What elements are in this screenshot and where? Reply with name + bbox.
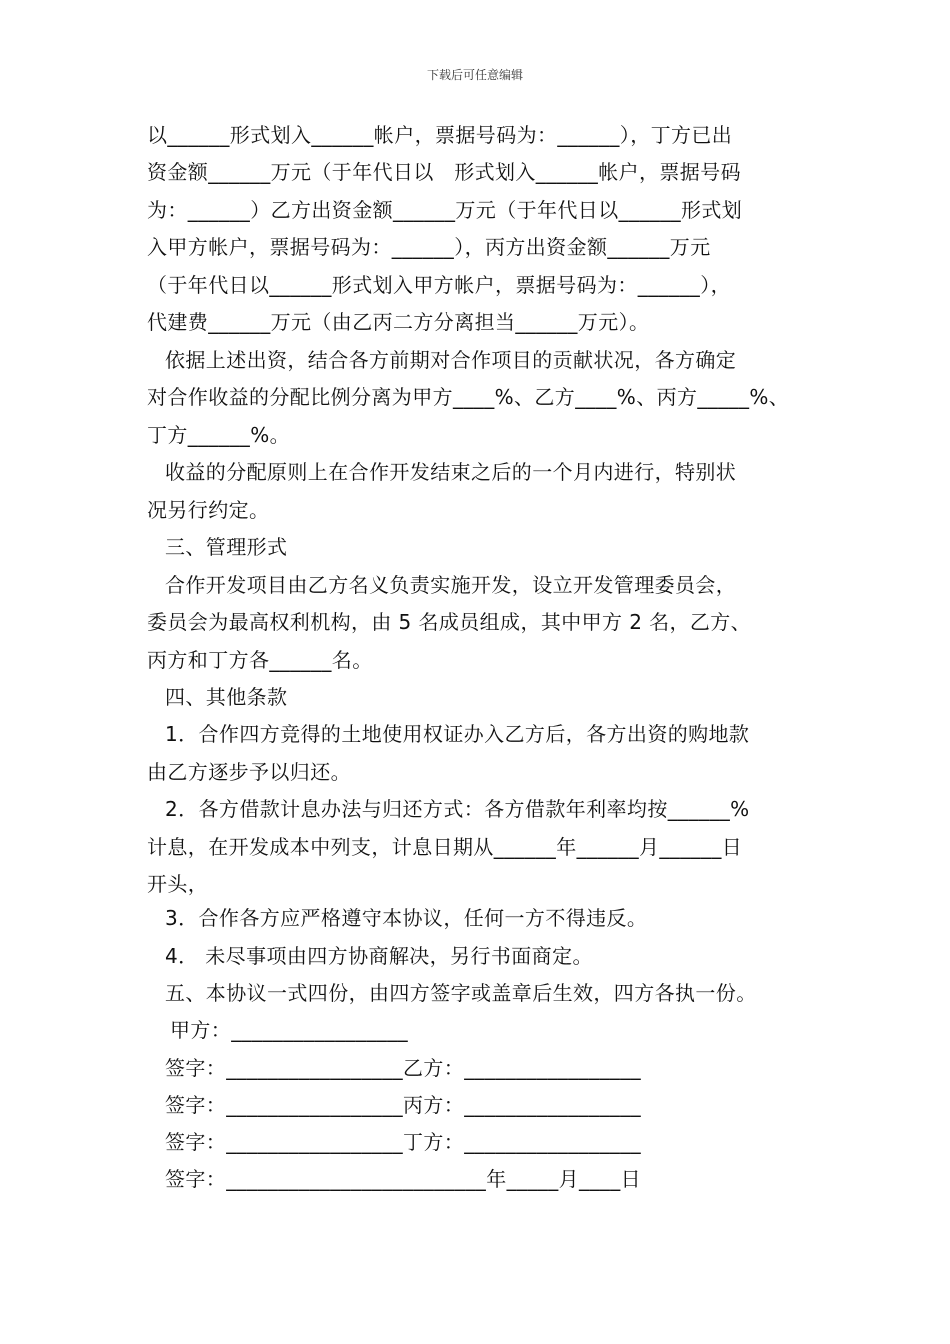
paragraph-line: 收益的分配原则上在合作开发结束之后的一个月内进行，特别状 [165,460,737,484]
paragraph-line: 1．合作四方竞得的土地使用权证办入乙方后，各方出资的购地款 [165,722,750,746]
paragraph-line: 丙方和丁方各______名。 [147,648,373,672]
section-heading: 四、其他条款 [165,685,288,709]
paragraph-line: 为：______）乙方出资金额______万元（于年代日以______形式划 [147,198,743,222]
signature-line: 甲方：_________________ [170,1018,408,1042]
paragraph-line: 代建费______万元（由乙丙二方分离担当______万元）。 [147,310,650,334]
section-heading: 五、本协议一式四份，由四方签字或盖章后生效，四方各执一份。 [165,981,757,1005]
signature-line: 签字：_________________丙方：_________________ [165,1093,641,1117]
paragraph-line: 开头， [147,872,209,896]
paragraph-line: 资金额______万元（于年代日以 形式划入______帐户，票据号码 [147,160,741,184]
paragraph-line: 依据上述出资，结合各方前期对合作项目的贡献状况，各方确定 [165,348,737,372]
paragraph-line: 入甲方帐户，票据号码为：______），丙方出资金额______万元 [147,235,711,259]
paragraph-line: （于年代日以______形式划入甲方帐户，票据号码为：______）， [147,273,731,297]
paragraph-line: 对合作收益的分配比例分离为甲方____%、乙方____%、丙方_____%、 [147,385,790,409]
paragraph-line: 计息，在开发成本中列支，计息日期从______年______月______日 [147,835,743,859]
signature-line: 签字：_________________乙方：_________________ [165,1056,641,1080]
paragraph-line: 由乙方逐步予以归还。 [147,760,351,784]
paragraph-line: 委员会为最高权利机构，由 5 名成员组成，其中甲方 2 名，乙方、 [147,610,752,634]
page-header: 下载后可任意编辑 [426,68,523,82]
signature-line: 签字：_________________丁方：_________________ [165,1130,641,1154]
paragraph-line: 况另行约定。 [147,498,270,522]
paragraph-line: 2．各方借款计息办法与归还方式：各方借款年利率均按______% [165,797,750,821]
paragraph-line: 以______形式划入______帐户，票据号码为：______），丁方已出 [147,123,733,147]
paragraph-line: 合作开发项目由乙方名义负责实施开发，设立开发管理委员会， [165,573,737,597]
paragraph-line: 丁方______%。 [147,423,291,447]
section-heading: 三、管理形式 [165,535,288,559]
paragraph-line: 3．合作各方应严格遵守本协议，任何一方不得违反。 [165,906,648,930]
signature-line: 签字：_________________________年_____月____日 [165,1167,641,1191]
paragraph-line: 4． 未尽事项由四方协商解决，另行书面商定。 [165,944,593,968]
